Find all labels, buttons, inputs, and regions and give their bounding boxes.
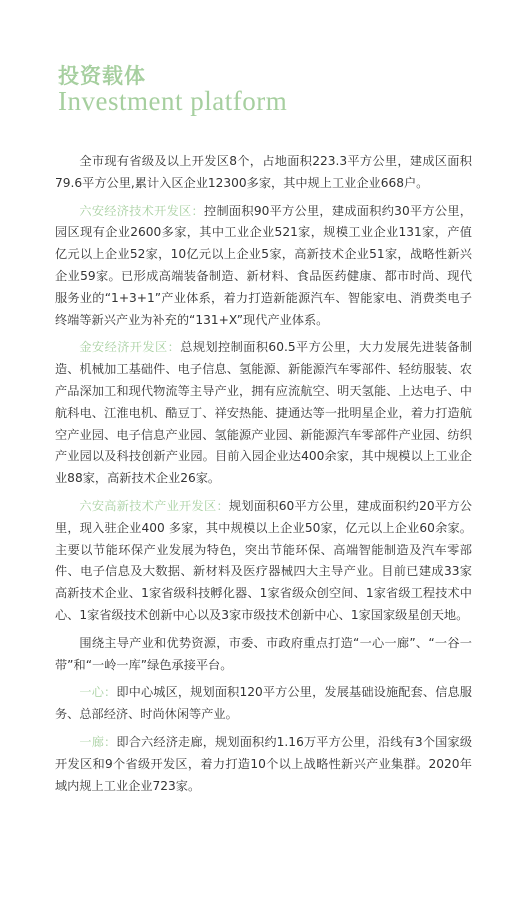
paragraph-jinan-economic-zone <box>55 337 472 490</box>
body-text <box>55 151 472 803</box>
section-title: 投资载体 <box>58 63 146 88</box>
paragraph-text: 即中心城区，规划面积120平方公里，发展基础设施配套、信息服务、总部经济、时尚休闲等产业。 <box>55 685 472 722</box>
paragraph-text: 总规划控制面积60.5平方公里，大力发展先进装备制造、机械加工基础件、电子信息、氢能源、新能源汽车零部件、轻纺服装、农产品深加工和现代物流等主导产业，拥有应流航空、明天氢能、上达电子、中航科电、江淮电机、酷豆丁、祥安热能、捷通达等一批明星企业，着力打造航空产业园、电子信息产业园、氢能源产业园、新能源汽车零部件产业园、纺织产业园以及科技创新产业园。目前入园企业达400余家，其中规模以上工业企业88家，高新技术企业26家。 <box>55 340 473 486</box>
paragraph-lead: 金安经济开发区： <box>79 340 181 355</box>
paragraph-lead: 一心： <box>79 685 117 700</box>
paragraph-one-corridor <box>55 732 472 797</box>
paragraph-lead: 六安高新技术产业开发区： <box>79 498 229 513</box>
paragraph-lead: 六安经济技术开发区： <box>79 203 204 218</box>
paragraph-overview <box>55 151 472 195</box>
paragraph-platforms <box>55 633 472 677</box>
paragraph-text: 控制面积90平方公里，建成面积约30平方公里，园区现有企业2600多家，其中工业企业521家，规模工业企业131家，产值亿元以上企业52家，10亿元以上企业5家，高新技术企业51家，战略性新兴企业59家。已形成高端装备制造、新材料、食品医药健康、都市时尚、现代服务业的“1+3+1”产业体系，着力打造新能源汽车、智能家电、消费类电子终端等新兴产业为补充的“131+X”现代产业体系。 <box>55 203 472 327</box>
section-subtitle: Investment platform <box>58 86 288 116</box>
paragraph-text: 规划面积60平方公里，建成面积约20平方公里，现入驻企业400 多家，其中规模以上企业50家，亿元以上企业60余家。主要以节能环保产业发展为特色，突出节能环保、高端智能制造及汽车零部件、电子信息及大数据、新材料及医疗器械四大主导产业。目前已建成33家高新技术企业、1家省级科技孵化器、1家省级众创空间、1家省级工程技术中心、1家省级技术创新中心以及3家市级技术创新中心、1家国家级星创天地。 <box>55 498 472 622</box>
paragraph-text: 全市现有省级及以上开发区8个，占地面积223.3平方公里，建成区面积79.6平方公里,累计入区企业12300多家，其中规上工业企业668户。 <box>55 154 472 190</box>
paragraph-text: 围绕主导产业和优势资源，市委、市政府重点打造“一心一廊”、“一谷一带”和“一岭一库”绿色承接平台。 <box>55 635 472 672</box>
paragraph-one-center <box>55 682 472 726</box>
paragraph-lead: 一廊： <box>79 734 117 749</box>
paragraph-luan-economic-zone <box>55 201 472 332</box>
paragraph-luan-hightech-zone <box>55 496 472 627</box>
paragraph-text: 即合六经济走廊，规划面积约1.16万平方公里，沿线有3个国家级开发区和9个省级开发区，着力打造10个以上战略性新兴产业集群。2020年域内规上工业企业723家。 <box>55 734 473 793</box>
